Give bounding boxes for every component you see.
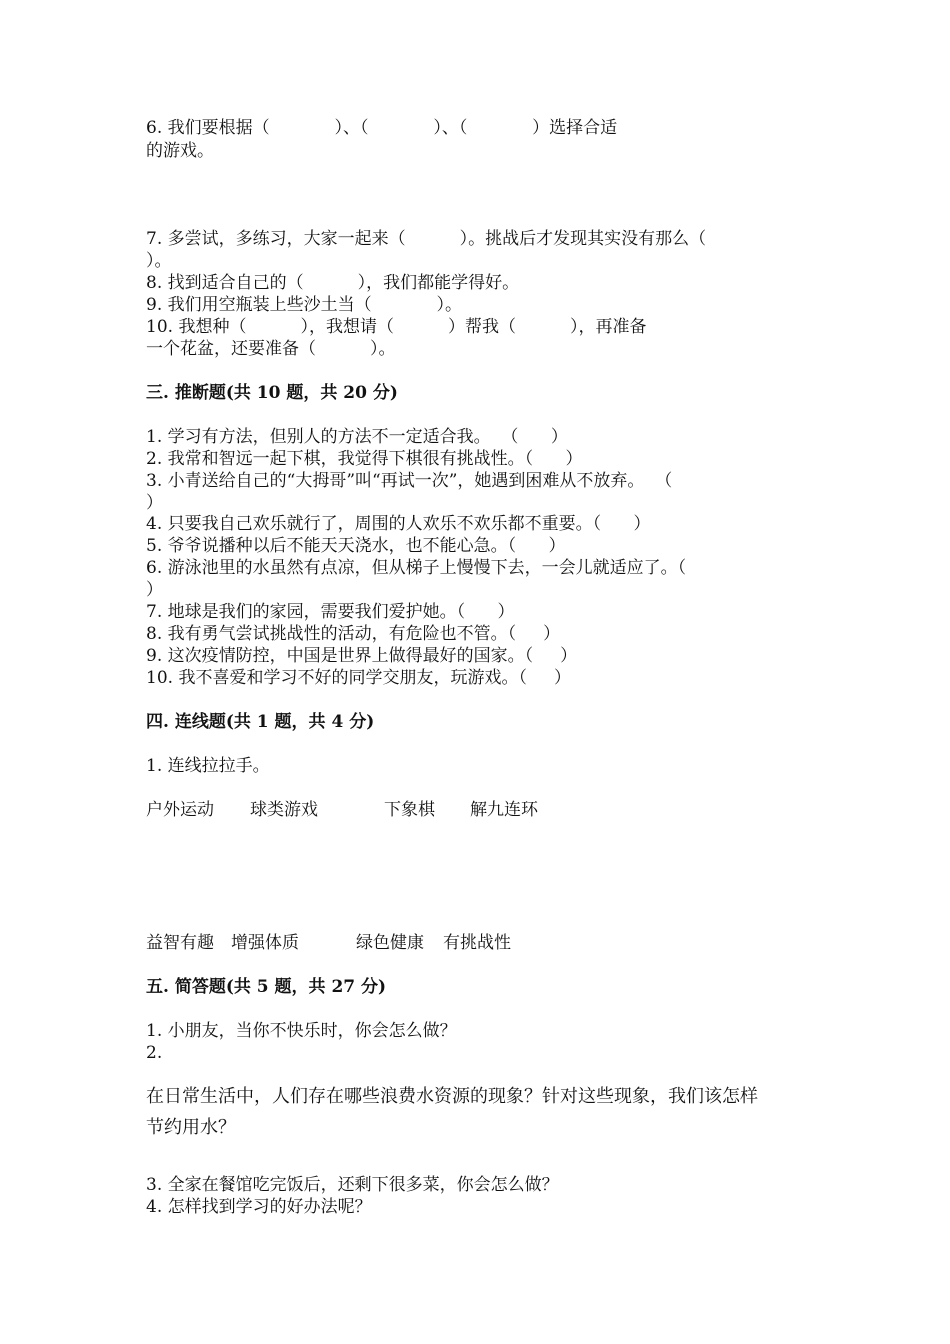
judge-item-5: 5. 爷爷说播种以后不能天天浇水，也不能心急。（ ）: [146, 536, 566, 556]
judge-item-4: 4. 只要我自己欢乐就行了，周围的人欢乐不欢乐都不重要。（ ）: [146, 514, 651, 534]
short-answer-4: 4. 怎样找到学习的好办法呢？: [146, 1197, 372, 1217]
match-bottom-1[interactable]: 益智有趣: [146, 933, 214, 953]
section-5-heading: 五. 简答题(共 5 题，共 27 分): [146, 977, 387, 997]
judge-item-8: 8. 我有勇气尝试挑战性的活动，有危险也不管。（ ）: [146, 624, 561, 644]
match-bottom-3[interactable]: 绿色健康: [356, 933, 424, 953]
question-9: 9. 我们用空瓶装上些沙土当（ ）。: [146, 295, 462, 315]
judge-item-10: 10. 我不喜爱和学习不好的同学交朋友，玩游戏。（ ）: [146, 668, 571, 688]
short-answer-1: 1. 小朋友，当你不快乐时，你会怎么做？: [146, 1021, 457, 1041]
section-4-heading: 四. 连线题(共 1 题，共 4 分): [146, 712, 375, 732]
judge-item-3: 3. 小青送给自己的“大拇哥”叫“再试一次”，她遇到困难从不放弃。 （: [146, 471, 673, 491]
match-bottom-2[interactable]: 增强体质: [231, 933, 299, 953]
match-top-3[interactable]: 下象棋: [384, 800, 435, 820]
match-top-2[interactable]: 球类游戏: [250, 800, 318, 820]
short-answer-2-line1: 在日常生活中，人们存在哪些浪费水资源的现象？针对这些现象，我们该怎样: [146, 1086, 758, 1107]
short-answer-3: 3. 全家在餐馆吃完饭后，还剩下很多菜，你会怎么做？: [146, 1175, 559, 1195]
judge-item-3-cont: ）: [146, 493, 163, 513]
match-bottom-4[interactable]: 有挑战性: [443, 933, 511, 953]
match-top-1[interactable]: 户外运动: [146, 800, 214, 820]
judge-item-2: 2. 我常和智远一起下棋，我觉得下棋很有挑战性。（ ）: [146, 449, 583, 469]
question-7-line1: 7. 多尝试，多练习，大家一起来（ ）。挑战后才发现其实没有那么（: [146, 229, 707, 249]
judge-item-9: 9. 这次疫情防控，中国是世界上做得最好的国家。（ ）: [146, 646, 578, 666]
judge-item-6: 6. 游泳池里的水虽然有点凉，但从梯子上慢慢下去，一会儿就适应了。（: [146, 558, 687, 578]
short-answer-2-number: 2.: [146, 1043, 163, 1063]
short-answer-2-line2: 节约用水？: [146, 1117, 236, 1138]
question-6-line2: 的游戏。: [146, 141, 214, 161]
question-6-line1: 6. 我们要根据（ ）、（ ）、（ ）选择合适: [146, 118, 618, 138]
question-10-line2: 一个花盆，还要准备（ ）。: [146, 339, 396, 359]
question-7-line2: ）。: [146, 251, 172, 271]
judge-item-6-cont: ）: [146, 580, 163, 600]
matching-question: 1. 连线拉拉手。: [146, 756, 270, 776]
question-8: 8. 找到适合自己的（ ），我们都能学得好。: [146, 273, 520, 293]
judge-item-1: 1. 学习有方法，但别人的方法不一定适合我。 （ ）: [146, 427, 568, 447]
question-10-line1: 10. 我想种（ ），我想请（ ）帮我（ ），再准备: [146, 317, 647, 337]
judge-item-7: 7. 地球是我们的家园，需要我们爱护她。（ ）: [146, 602, 515, 622]
match-top-4[interactable]: 解九连环: [470, 800, 538, 820]
section-3-heading: 三. 推断题(共 10 题，共 20 分): [146, 383, 398, 403]
